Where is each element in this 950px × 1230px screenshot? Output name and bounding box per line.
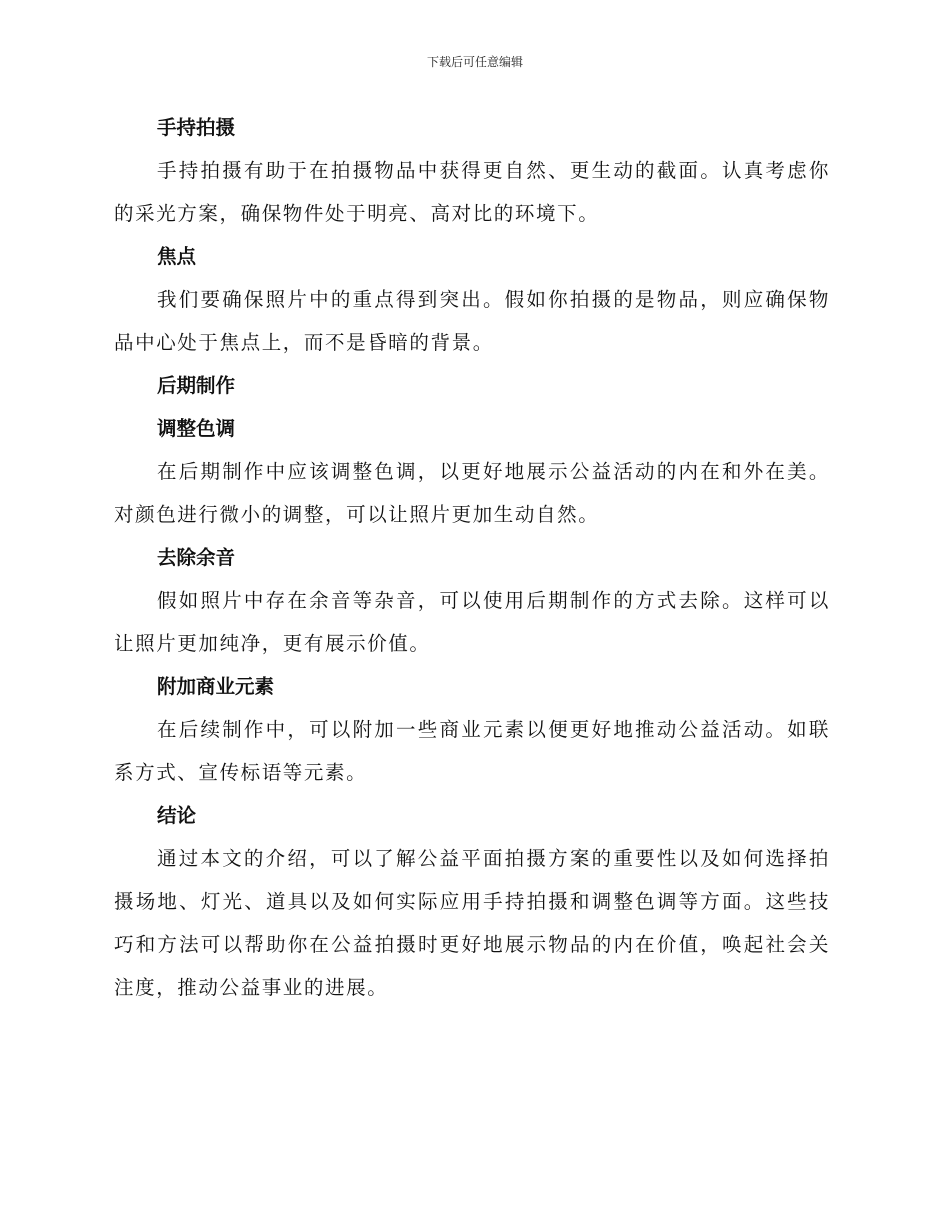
section-heading: 附加商业元素 <box>157 675 275 698</box>
section-heading: 结论 <box>157 804 197 827</box>
section-conclusion <box>114 794 830 1009</box>
section-heading: 调整色调 <box>157 417 236 440</box>
section-adjust-tone <box>114 407 830 536</box>
section-paragraph: 在后期制作中应该调整色调，以更好地展示公益活动的内在和外在美。对颜色进行微小的调整，可以让照片更加生动自然。 <box>114 460 830 526</box>
section-paragraph: 我们要确保照片中的重点得到突出。假如你拍摄的是物品，则应确保物品中心处于焦点上，而不是昏暗的背景。 <box>114 288 830 354</box>
section-paragraph: 在后续制作中，可以附加一些商业元素以便更好地推动公益活动。如联系方式、宣传标语等元素。 <box>114 718 830 784</box>
section-heading: 手持拍摄 <box>157 116 236 139</box>
section-post-production <box>114 364 830 407</box>
section-commercial-elements <box>114 665 830 794</box>
section-heading: 焦点 <box>157 245 197 268</box>
section-paragraph: 假如照片中存在余音等杂音，可以使用后期制作的方式去除。这样可以让照片更加纯净，更有展示价值。 <box>114 589 830 655</box>
section-paragraph: 通过本文的介绍，可以了解公益平面拍摄方案的重要性以及如何选择拍摄场地、灯光、道具以及如何实际应用手持拍摄和调整色调等方面。这些技巧和方法可以帮助你在公益拍摄时更好地展示物品的内在价值，唤起社会关注度，推动公益事业的进展。 <box>114 847 830 999</box>
page-header: 下载后可任意编辑 <box>426 55 523 69</box>
section-remove-noise <box>114 536 830 665</box>
section-focus <box>114 235 830 364</box>
section-handheld-shooting <box>114 106 830 235</box>
document-body <box>114 106 830 1009</box>
section-heading: 后期制作 <box>157 374 236 397</box>
section-heading: 去除余音 <box>157 546 236 569</box>
section-paragraph: 手持拍摄有助于在拍摄物品中获得更自然、更生动的截面。认真考虑你的采光方案，确保物件处于明亮、高对比的环境下。 <box>114 159 830 225</box>
